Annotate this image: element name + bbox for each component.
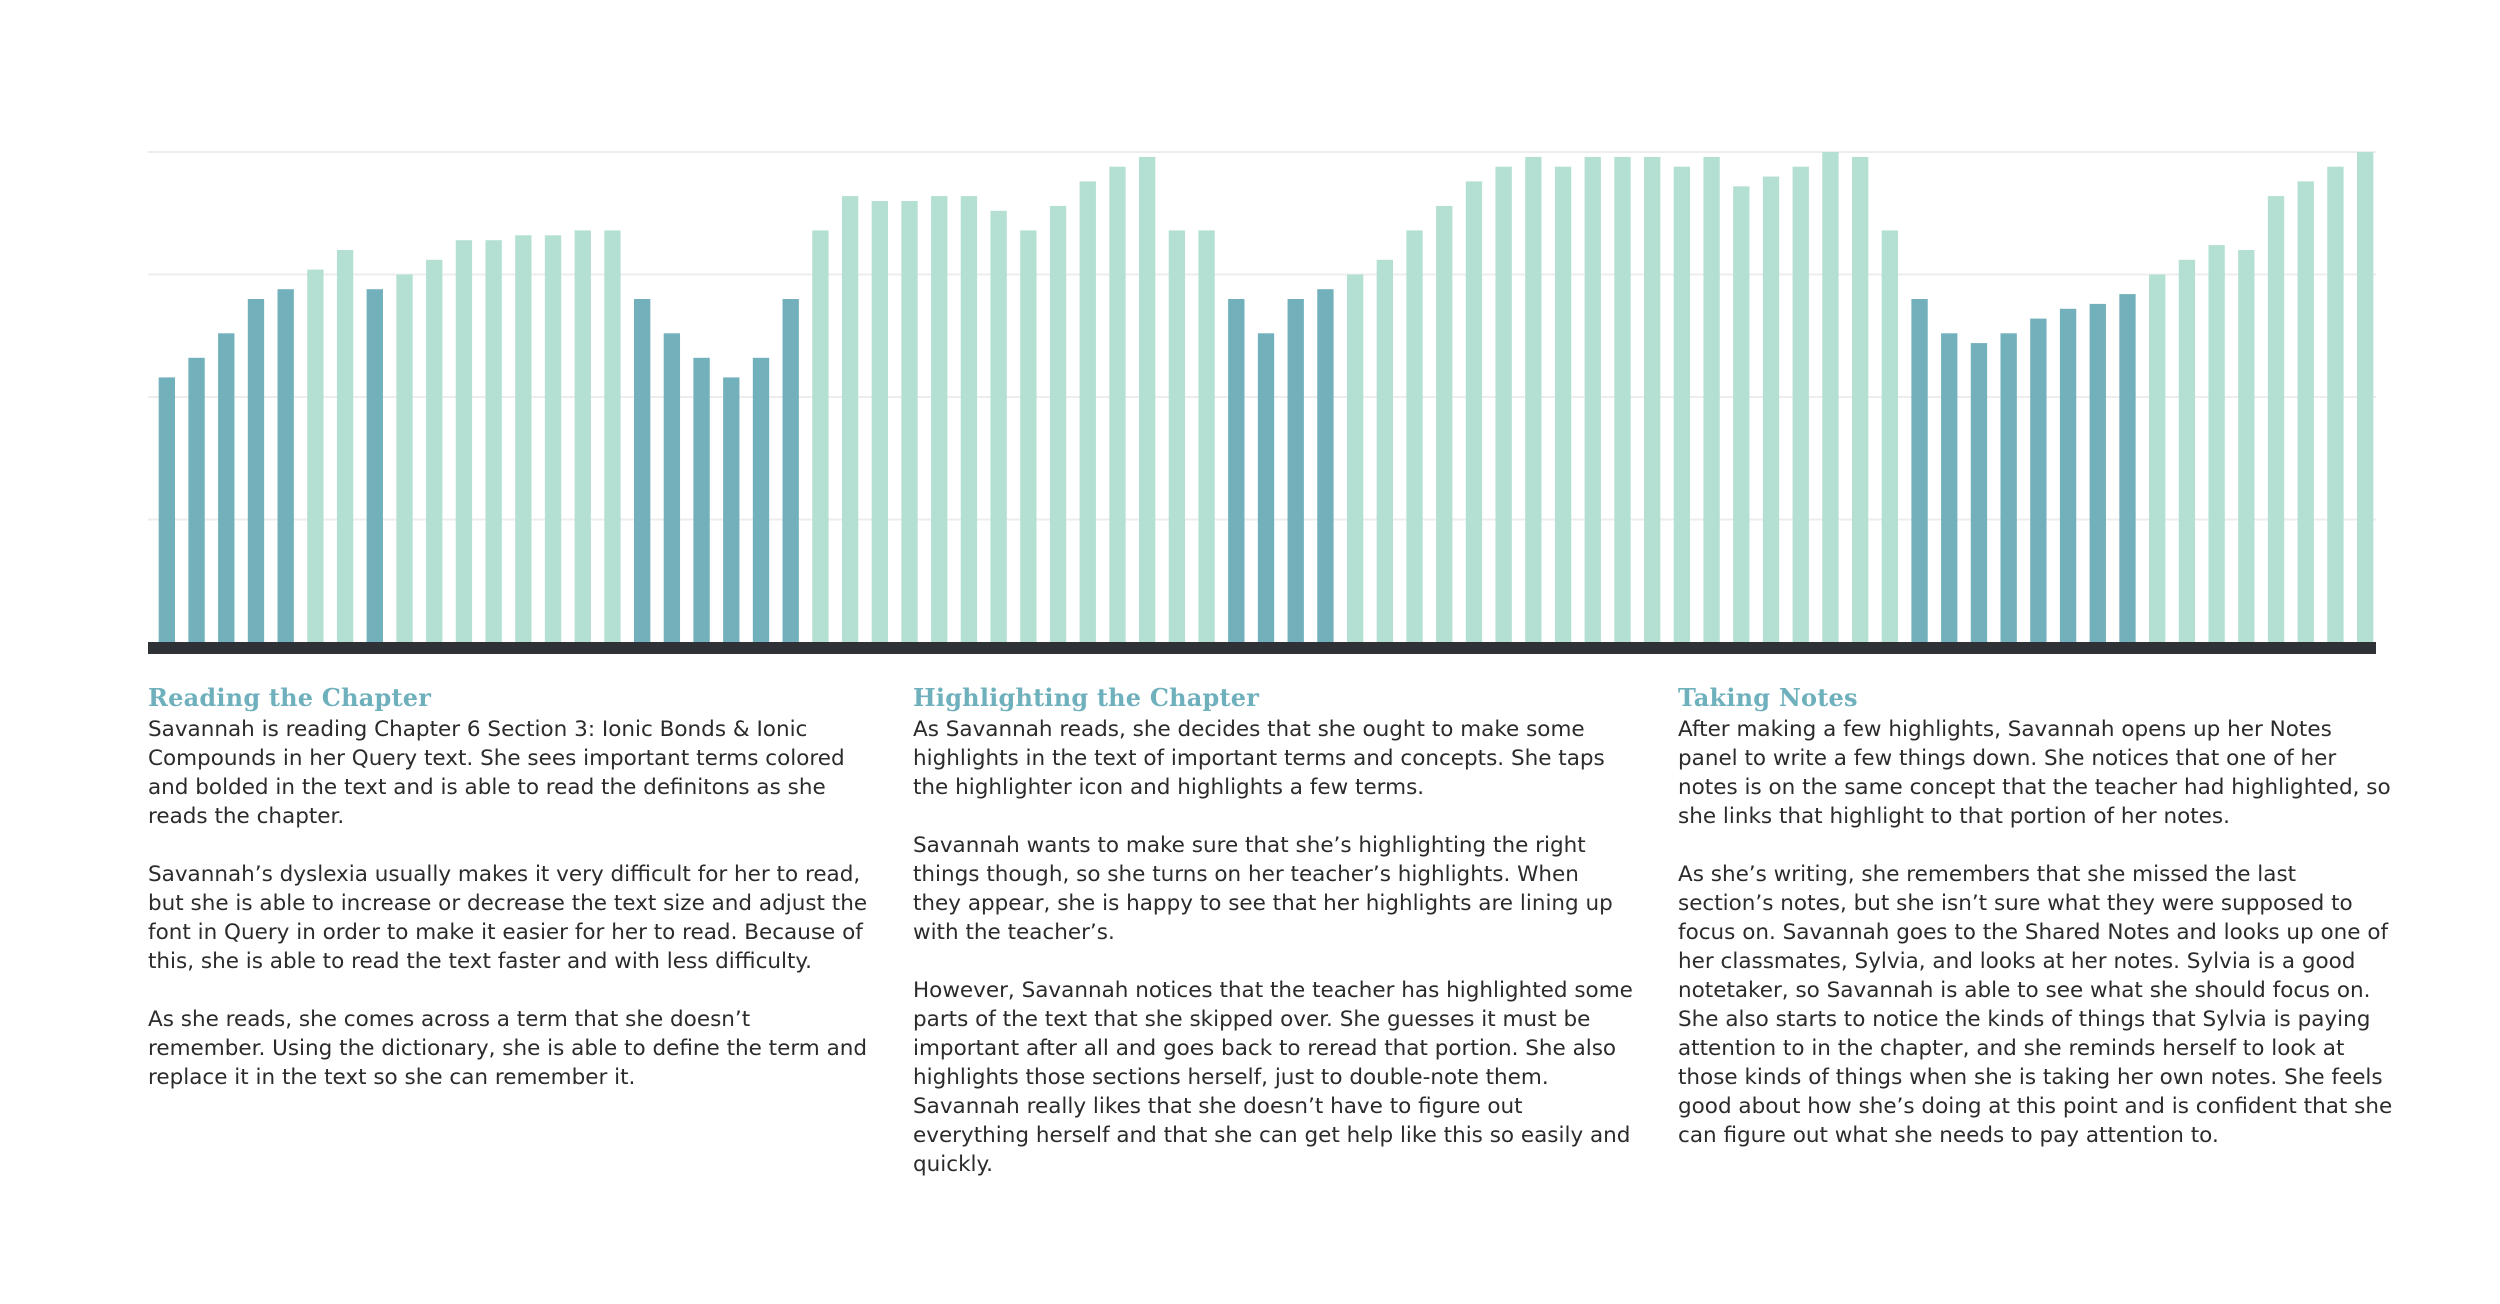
bar: [1288, 299, 1304, 642]
bar: [248, 299, 264, 642]
bar: [1198, 230, 1214, 642]
bar: [1109, 167, 1125, 642]
bar: [456, 240, 472, 642]
bar: [2149, 275, 2165, 643]
bar: [2030, 319, 2046, 642]
bar: [2119, 294, 2135, 642]
bar: [367, 289, 383, 642]
bar: [1377, 260, 1393, 642]
section-notes: [1678, 683, 2398, 1179]
bar: [664, 333, 680, 642]
section-reading: [148, 683, 868, 1121]
bar: [961, 196, 977, 642]
section-paragraph: However, Savannah notices that the teacher has highlighted some parts of the text that she skipped over. She guesses it must be important after all and goes back to reread that portion. She also highlights those sections herself, just to double-note them. Savannah really likes that she doesn’t have to figure out everything herself and that she can get help like this so easily and quickly.: [913, 978, 1633, 1177]
bar: [1525, 157, 1541, 642]
bar: [693, 358, 709, 642]
bar: [1882, 230, 1898, 642]
section-title: Reading the Chapter: [148, 683, 432, 712]
bar: [2208, 245, 2224, 642]
bar: [545, 235, 561, 642]
bar: [1793, 167, 1809, 642]
bar: [634, 299, 650, 642]
bar: [931, 196, 947, 642]
section-paragraph: As Savannah reads, she decides that she ought to make some highlights in the text of important terms and concepts. She taps the highlighter icon and highlights a few terms.: [913, 717, 1605, 800]
section-paragraph: As she reads, she comes across a term that she doesn’t remember. Using the dictionary, she is able to define the term and replace it in the text so she can remember it.: [148, 1007, 868, 1090]
bar: [1941, 333, 1957, 642]
section-paragraph: Savannah wants to make sure that she’s highlighting the right things though, so she turns on her teacher’s highlights. When they appear, she is happy to see that her highlights are lining up with the teacher’s.: [913, 833, 1613, 945]
bar: [1555, 167, 1571, 642]
section-paragraph: As she’s writing, she remembers that she missed the last section’s notes, but she isn’t sure what they were supposed to focus on. Savannah goes to the Shared Notes and looks up one of her classmates, Sylvia, and looks at her notes. Sylvia is a good notetaker, so Savannah is able to see what she should focus on. She also starts to notice the kinds of things that Sylvia is paying attention to in the chapter, and she reminds herself to look at those kinds of things when she is taking her own notes. She feels good about how she’s doing at this point and is confident that she can figure out what she needs to pay attention to.: [1678, 862, 2393, 1148]
chart-baseline: [148, 642, 2376, 654]
bar: [337, 250, 353, 642]
bars: [159, 152, 2374, 642]
bar: [575, 230, 591, 642]
bar: [812, 230, 828, 642]
bar: [218, 333, 234, 642]
bar: [1169, 230, 1185, 642]
bar: [188, 358, 204, 642]
bar: [1763, 177, 1779, 643]
bar: [872, 201, 888, 642]
bar: [1436, 206, 1452, 642]
bar: [159, 377, 175, 642]
bar: [901, 201, 917, 642]
bar: [2090, 304, 2106, 642]
bar: [1406, 230, 1422, 642]
bar: [2357, 152, 2373, 642]
bar: [2060, 309, 2076, 642]
bar: [2298, 181, 2314, 642]
bar: [485, 240, 501, 642]
bar: [515, 235, 531, 642]
bar: [1822, 152, 1838, 642]
bar: [1020, 230, 1036, 642]
bar: [1852, 157, 1868, 642]
bar: [2179, 260, 2195, 642]
section-paragraph: Savannah is reading Chapter 6 Section 3: Ionic Bonds & Ionic Compounds in her Query text. She sees important terms colored and bolded in the text and is able to read the definitons as she reads the chapter.: [148, 717, 845, 829]
bar: [307, 270, 323, 642]
bar: [1703, 157, 1719, 642]
bar: [753, 358, 769, 642]
section-title: Highlighting the Chapter: [913, 683, 1260, 712]
bar: [396, 275, 412, 643]
bar: [990, 211, 1006, 642]
bar: [1466, 181, 1482, 642]
bar: [1258, 333, 1274, 642]
bar: [783, 299, 799, 642]
bar: [1317, 289, 1333, 642]
bar: [1733, 186, 1749, 642]
bar: [1080, 181, 1096, 642]
bar: [1139, 157, 1155, 642]
bar: [1674, 167, 1690, 642]
section-paragraph: Savannah’s dyslexia usually makes it very difficult for her to read, but she is able to increase or decrease the text size and adjust the font in Query in order to make it easier for her to read. Because of this, she is able to read the text faster and with less difficulty.: [148, 862, 868, 974]
section-highlighting: [913, 683, 1633, 1208]
bar: [1614, 157, 1630, 642]
bar: [2268, 196, 2284, 642]
bar: [278, 289, 294, 642]
section-title: Taking Notes: [1678, 683, 1858, 712]
bar: [1228, 299, 1244, 642]
bar: [723, 377, 739, 642]
bar: [2238, 250, 2254, 642]
bar: [1585, 157, 1601, 642]
bar: [426, 260, 442, 642]
bar: [604, 230, 620, 642]
bar: [1347, 275, 1363, 643]
bar: [1644, 157, 1660, 642]
bar: [842, 196, 858, 642]
bar: [1495, 167, 1511, 642]
bar: [1971, 343, 1987, 642]
bar: [1911, 299, 1927, 642]
section-paragraph: After making a few highlights, Savannah opens up her Notes panel to write a few things down. She notices that one of her notes is on the same concept that the teacher had highlighted, so she links that highlight to that portion of her notes.: [1678, 717, 2391, 829]
bar: [1050, 206, 1066, 642]
bar: [2327, 167, 2343, 642]
bar: [2001, 333, 2017, 642]
